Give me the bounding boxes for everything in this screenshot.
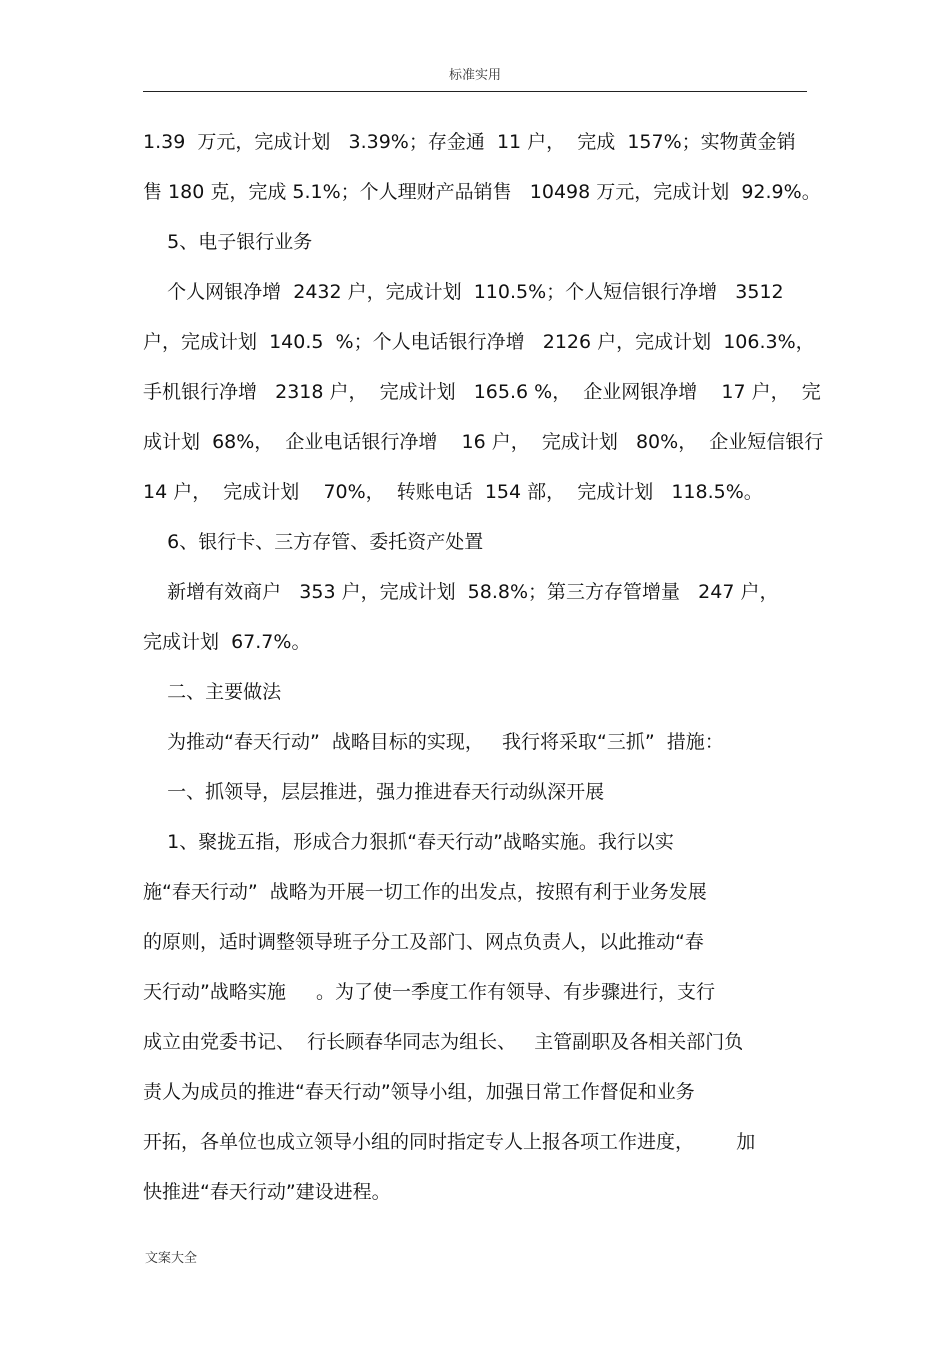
body-line: 责人为成员的推进“春天行动”领导小组，加强日常工作督促和业务 — [143, 1081, 695, 1103]
body-line: 14 户， 完成计划 70%， 转账电话 154 部， 完成计划 118.5%。 — [143, 481, 763, 503]
body-line: 1、聚拢五指，形成合力狠抓“春天行动”战略实施。我行以实 — [143, 831, 674, 853]
body-line: 成立由党委书记、 行长顾春华同志为组长、 主管副职及各相关部门负 — [143, 1031, 744, 1053]
body-line: 手机银行净增 2318 户， 完成计划 165.6 %， 企业网银净增 17 户， 完 — [143, 381, 821, 403]
body-line: 完成计划 67.7%。 — [143, 631, 311, 653]
body-line: 新增有效商户 353 户，完成计划 58.8%；第三方存管增量 247 户， — [143, 581, 779, 603]
page-footer: 文案大全 — [145, 1251, 198, 1266]
section-heading: 6、银行卡、三方存管、委托资产处置 — [143, 531, 484, 553]
body-line: 户，完成计划 140.5 %；个人电话银行净增 2126 户，完成计划 106.3%， — [143, 331, 815, 353]
body-line: 开拓，各单位也成立领导小组的同时指定专人上报各项工作进度， 加 — [143, 1131, 756, 1153]
body-line: 为推动“春天行动” 战略目标的实现， 我行将采取“三抓” 措施： — [143, 731, 724, 753]
header-rule — [143, 91, 807, 92]
section-heading: 5、电子银行业务 — [143, 231, 313, 253]
body-line: 成计划 68%， 企业电话银行净增 16 户， 完成计划 80%， 企业短信银行 — [143, 431, 824, 453]
body-line: 个人网银净增 2432 户，完成计划 110.5%；个人短信银行净增 3512 — [143, 281, 784, 303]
body-line: 快推进“春天行动”建设进程。 — [143, 1181, 391, 1203]
body-line: 天行动”战略实施 。为了使一季度工作有领导、有步骤进行，支行 — [143, 981, 716, 1003]
page-header: 标准实用 — [448, 68, 501, 83]
body-line: 的原则，适时调整领导班子分工及部门、网点负责人，以此推动“春 — [143, 931, 704, 953]
body-line: 施“春天行动” 战略为开展一切工作的出发点，按照有利于业务发展 — [143, 881, 707, 903]
section-heading: 一、抓领导，层层推进，强力推进春天行动纵深开展 — [143, 781, 605, 803]
body-line: 售 180 克，完成 5.1%；个人理财产品销售 10498 万元，完成计划 92.9%。 — [143, 181, 821, 203]
section-heading: 二、主要做法 — [143, 681, 282, 703]
body-line: 1.39 万元，完成计划 3.39%；存金通 11 户， 完成 157%；实物黄金销 — [143, 131, 796, 153]
